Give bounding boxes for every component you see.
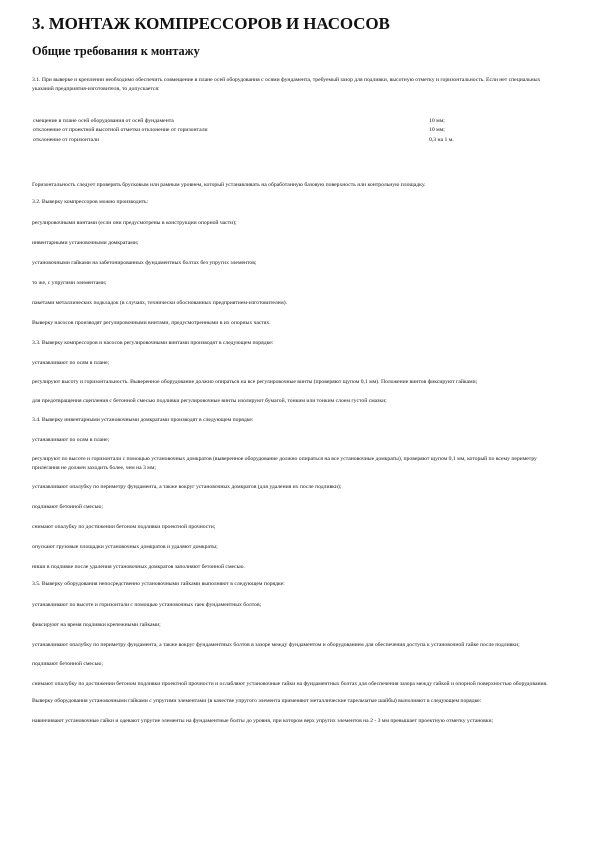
body-paragraph: снимают опалубку по достижении бетоном подливки проектной прочности; bbox=[32, 523, 216, 530]
body-paragraph: регулировочными винтами (если они предусмотрены в конструкции опорной части); bbox=[32, 219, 237, 226]
body-paragraph: устанавливают опалубку по периметру фундамента, а также вокруг фундаментных болтов в зазоре между фундаментом и оборудованием для обеспечения доступа к установочной гайке после подливки; bbox=[32, 641, 520, 648]
tolerance-row bbox=[32, 136, 561, 145]
body-paragraph: 3.2. Выверку компрессоров можно производить: bbox=[32, 198, 149, 205]
body-paragraph: устанавливают опалубку по периметру фундамента, а также вокруг установочных домкратов (для удаления их после подливки); bbox=[32, 483, 342, 490]
body-paragraph: фиксируют на время подливки крепежными гайками; bbox=[32, 621, 161, 628]
tolerance-value: 0,3 на 1 м. bbox=[429, 136, 454, 143]
body-paragraph: для предотвращения сцепления с бетонной смесью подливки регулировочные винты изолируют бумагой, тонким или тонким слоем густой смазки; bbox=[32, 397, 387, 404]
body-paragraph: инвентарными установочными домкратами; bbox=[32, 239, 139, 246]
intro-paragraph: 3.1. При выверке и креплении необходимо обеспечить совмещение в плане осей оборудования с осями фундамента, требуемый зазор для подливки, высотную отметку и горизонтальность. Если нет специальных указаний предприятия-изготовителя, то допускается: bbox=[32, 77, 541, 92]
body-paragraph: Выверку насосов производят регулировочными винтами, предусмотренными в их опорных частях. bbox=[32, 319, 271, 326]
tolerance-table bbox=[32, 117, 561, 145]
body-paragraph: регулируют по высоте и горизонтали с помощью установочных домкратов (выверенное оборудование должно опираться на все установочные домкраты), проверяют щупом 0,1 мм, который по всему периметру прилегания не должен заходить более, чем на 3 мм; bbox=[32, 455, 537, 471]
body-paragraph: устанавливают по осям в плане; bbox=[32, 359, 110, 366]
body-paragraph: пакетами металлических подкладок (в случаях, технически обоснованных предприятием-изготовителем). bbox=[32, 299, 288, 306]
body-paragraph: то же, с упругими элементами; bbox=[32, 279, 107, 286]
body-paragraph: 3.5. Выверку оборудования непосредственно установочными гайками выполняют в следующем порядке: bbox=[32, 580, 285, 587]
tolerance-label: смещение в плане осей оборудования от осей фундамента bbox=[33, 118, 174, 124]
tolerance-row bbox=[32, 117, 561, 126]
body-paragraph: опускают грузовые площадки установочных домкратов и удаляют домкраты; bbox=[32, 543, 218, 550]
body-paragraph: подливают бетонной смесью; bbox=[32, 503, 103, 510]
tolerance-value: 10 мм; bbox=[429, 127, 445, 134]
body-paragraph: подливают бетонной смесью; bbox=[32, 660, 103, 667]
tolerance-label: отклонение от проектной высотной отметки отклонение от горизонтали bbox=[33, 127, 208, 134]
body-paragraph: Горизонтальность следует проверять брусковым или рамным уровнем, который устанавливать на обработанную базовую поверхность или контрольную площадку. bbox=[32, 181, 426, 188]
body-paragraph: устанавливают по осям в плане; bbox=[32, 436, 110, 443]
body-paragraph: навинчивают установочные гайки и одевают упругие элементы на фундаментные болты до уровня, при котором верх упругих элементов на 2 - 3 мм превышает проектную отметку установки; bbox=[32, 717, 494, 724]
body-paragraph: устанавливают по высоте и горизонтали с помощью установочных гаек фундаментных болтов; bbox=[32, 601, 262, 608]
body-paragraph: установочными гайками на забетонированных фундаментных болтах без упругих элементов; bbox=[32, 259, 257, 266]
body-paragraph: Выверку оборудования установочными гайками с упругими элементами (в качестве упругого элемента применяют металлические тарельчатые шайбы) выполняют в следующем порядке: bbox=[32, 697, 482, 704]
body-paragraph: регулируют высоту и горизонтальность. Выверенное оборудование должно опираться на все регулировочные винты (проверяют щупом 0,1 мм). Положение винтов фиксируют гайками; bbox=[32, 378, 478, 385]
tolerance-label: отклонение от горизонтали bbox=[33, 136, 100, 143]
section-subtitle: Общие требования к монтажу bbox=[32, 44, 200, 58]
page-title: 3. МОНТАЖ КОМПРЕССОРОВ И НАСОСОВ bbox=[32, 14, 390, 33]
body-paragraph: снимают опалубку по достижении бетоном подливки проектной прочности и ослабляют установочные гайки на фундаментных болтах для обеспечения зазора между гайкой и опорной поверхностью оборудования. bbox=[32, 680, 548, 687]
tolerance-value: 10 мм; bbox=[429, 118, 445, 124]
body-paragraph: 3.4. Выверку инвентарными установочными домкратами производят в следующем порядке: bbox=[32, 416, 254, 423]
body-paragraph: 3.3. Выверку компрессоров и насосов регулировочными винтами производят в следующем порядке: bbox=[32, 339, 274, 346]
tolerance-row bbox=[32, 126, 561, 135]
body-paragraph: ниши в подливке после удаления установочных домкратов заполняют бетонной смесью. bbox=[32, 563, 245, 570]
